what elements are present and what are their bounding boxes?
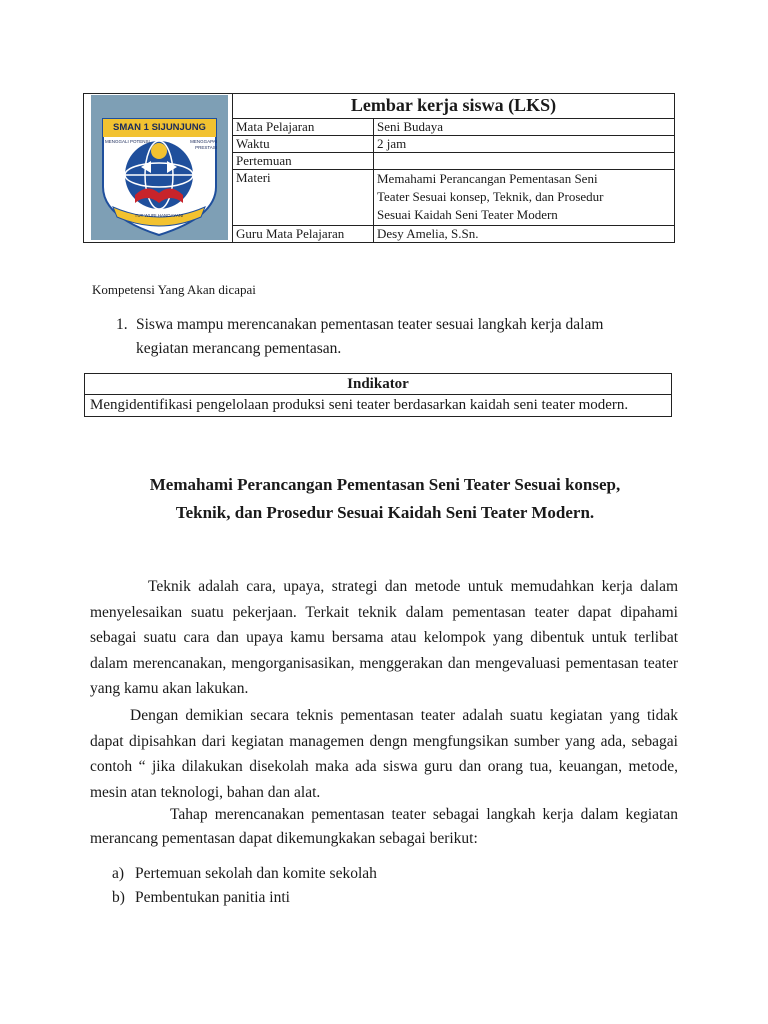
lks-title: Lembar kerja siswa (LKS): [233, 94, 675, 119]
label-guru: Guru Mata Pelajaran: [233, 226, 374, 243]
value-materi: [374, 170, 675, 226]
list-item: [112, 886, 377, 910]
list-text: Pertemuan sekolah dan komite sekolah: [135, 865, 377, 882]
logo-motto-right: MENGGAPAI PRESTASI: [190, 139, 217, 150]
list-item: [136, 313, 676, 361]
label-pertemuan: Pertemuan: [233, 153, 374, 170]
kompetensi-label: Kompetensi Yang Akan dicapai: [92, 282, 256, 297]
materi-line: Memahami Perancangan Pementasan Seni: [377, 171, 598, 186]
list-label: b): [112, 889, 125, 906]
heading-line: Teknik, dan Prosedur Sesuai Kaidah Seni Teater Modern.: [175, 503, 595, 522]
logo-motto-left: MENGGALI POTENSI: [105, 139, 150, 144]
indikator-header: Indikator: [85, 374, 672, 395]
materi-line: Teater Sesuai konsep, Teknik, dan Prosedur: [377, 189, 604, 204]
logo-school-name: SMAN 1 SIJUNJUNG: [113, 122, 206, 133]
list-item-line: kegiatan merancang pementasan.: [136, 340, 342, 357]
materi-line: Sesuai Kaidah Seni Teater Modern: [377, 207, 558, 222]
paragraph-teknik: Teknik adalah cara, upaya, strategi dan metode untuk memudahkan kerja dalam menyelesaikan suatu pekerjaan. Terkait teknik dalam pementasan teater dapat dipahami sebagai suatu cara dan upaya kamu bersama atau kelompok yang dibentuk untuk terlibat dalam merencanakan, mengorganisasikan, menggerakan dan mengevaluasi pementasan teater yang kamu akan lakukan.: [90, 578, 678, 698]
indikator-text: Mengidentifikasi pengelolaan produksi seni teater berdasarkan kaidah seni teater modern.: [85, 395, 672, 417]
indikator-table: [84, 373, 672, 417]
kompetensi-list: [116, 313, 676, 361]
list-number: 1.: [116, 316, 128, 333]
paragraph-tahap: Tahap merencanakan pementasan teater sebagai langkah kerja dalam kegiatan merancang pementasan dapat dikemungkakan sebagai berikut:: [90, 806, 678, 847]
section-heading: [90, 471, 680, 527]
label-mata-pelajaran: Mata Pelajaran: [233, 119, 374, 136]
school-logo: [91, 95, 228, 240]
header-table: [83, 93, 675, 243]
steps-list: [112, 862, 377, 910]
value-pertemuan: [374, 153, 675, 170]
list-item-line: Siswa mampu merencanakan pementasan teater sesuai langkah kerja dalam: [136, 316, 604, 333]
list-item: [112, 862, 377, 886]
label-waktu: Waktu: [233, 136, 374, 153]
heading-line: Memahami Perancangan Pementasan Seni Teater Sesuai konsep,: [149, 475, 621, 494]
value-guru: Desy Amelia, S.Sn.: [374, 226, 675, 243]
logo-cell: [84, 94, 233, 243]
value-waktu: 2 jam: [374, 136, 675, 153]
paragraph-manajemen: Dengan demikian secara teknis pementasan teater adalah suatu kegiatan yang tidak dapat dipisahkan dari kegiatan managemen dengn mengfungsikan sumber yang ada, sebagai contoh “ jika dilakukan disekolah maka ada siswa guru dan orang tua, keuangan, metode, mesin atan teknologi, bahan dan alat.: [90, 707, 678, 801]
logo-ribbon-text: TUT WURI HANDAYANI: [134, 213, 184, 218]
list-text: Pembentukan panitia inti: [135, 889, 290, 906]
value-mata-pelajaran: Seni Budaya: [374, 119, 675, 136]
label-materi: Materi: [233, 170, 374, 226]
list-label: a): [112, 865, 125, 882]
